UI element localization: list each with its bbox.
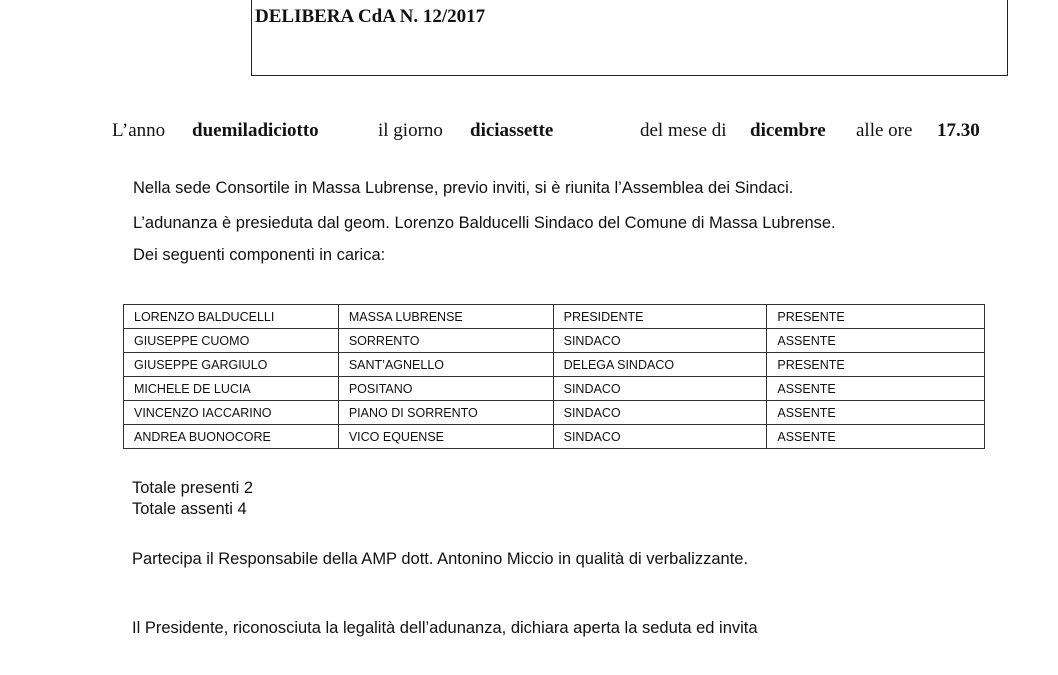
member-ruolo: SINDACO [553,377,767,401]
ore-label: alle ore [856,120,913,141]
member-stato: PRESENTE [767,353,985,377]
member-name: VINCENZO IACCARINO [124,401,339,425]
intro-line-2: L’adunanza è presieduta dal geom. Lorenzo Balducelli Sindaco del Comune di Massa Lubrense. [133,214,836,232]
member-name: GIUSEPPE CUOMO [124,329,339,353]
member-stato: ASSENTE [767,329,985,353]
giorno-value: diciassette [470,120,554,141]
table-row [124,353,985,377]
mese-label: del mese di [640,120,727,141]
member-stato: ASSENTE [767,401,985,425]
member-stato: ASSENTE [767,425,985,449]
delibera-title: DELIBERA CdA N. 12/2017 [255,6,486,27]
member-ruolo: PRESIDENTE [553,305,767,329]
member-ruolo: SINDACO [553,329,767,353]
member-ruolo: SINDACO [553,401,767,425]
mese-value: dicembre [750,120,826,141]
totale-presenti: Totale presenti 2 [132,479,254,497]
anno-value: duemiladiciotto [192,120,319,141]
member-comune: POSITANO [338,377,553,401]
table-row [124,401,985,425]
table-row [124,377,985,401]
member-comune: VICO EQUENSE [338,425,553,449]
member-comune: PIANO DI SORRENTO [338,401,553,425]
members-table [123,304,985,449]
member-name: LORENZO BALDUCELLI [124,305,339,329]
member-stato: PRESENTE [767,305,985,329]
member-comune: MASSA LUBRENSE [338,305,553,329]
intro-line-1: Nella sede Consortile in Massa Lubrense, previo inviti, si è riunita l’Assemblea dei Sindaci. [133,179,794,197]
presidente-line: Il Presidente, riconosciuta la legalità dell’adunanza, dichiara aperta la seduta ed invita [132,619,758,637]
member-stato: ASSENTE [767,377,985,401]
partecipa-line: Partecipa il Responsabile della AMP dott. Antonino Miccio in qualità di verbalizzante. [132,550,749,568]
member-comune: SORRENTO [338,329,553,353]
anno-label: L’anno [112,120,166,141]
member-name: ANDREA BUONOCORE [124,425,339,449]
table-row [124,305,985,329]
intro-line-3: Dei seguenti componenti in carica: [133,246,386,264]
member-name: MICHELE DE LUCIA [124,377,339,401]
member-name: GIUSEPPE GARGIULO [124,353,339,377]
table-row [124,329,985,353]
member-ruolo: SINDACO [553,425,767,449]
table-row [124,425,985,449]
member-comune: SANT’AGNELLO [338,353,553,377]
member-ruolo: DELEGA SINDACO [553,353,767,377]
giorno-label: il giorno [378,120,443,141]
ore-value: 17.30 [937,120,980,141]
totale-assenti: Totale assenti 4 [132,500,247,518]
